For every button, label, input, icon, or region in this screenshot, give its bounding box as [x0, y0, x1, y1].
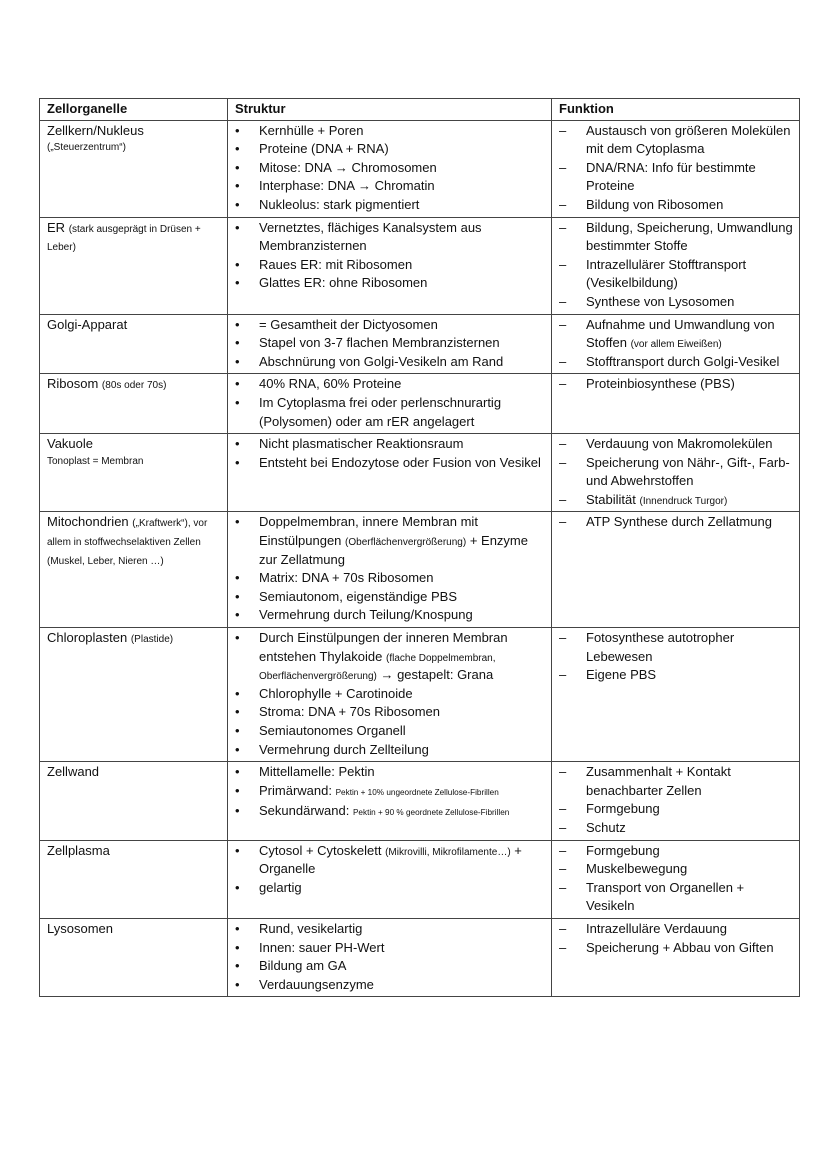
funktion-cell: [552, 434, 800, 512]
struktur-cell: [228, 918, 552, 996]
list-item: – Stofftransport durch Golgi-Vesikel: [559, 353, 793, 372]
list-item: – DNA/RNA: Info für bestimmte Proteine: [559, 159, 793, 196]
header-funktion: Funktion: [552, 99, 800, 121]
list-item: • Proteine (DNA + RNA): [235, 140, 545, 159]
list-item: – Fotosynthese autotropher Lebewesen: [559, 629, 793, 666]
list-item: – Zusammenhalt + Kontakt benachbarter Zellen: [559, 763, 793, 800]
organelle-note: Tonoplast = Membran: [47, 455, 144, 467]
list-item: • Innen: sauer PH-Wert: [235, 939, 545, 958]
organelle-name: Chloroplasten: [47, 630, 128, 646]
list-item: – Transport von Organellen + Vesikeln: [559, 879, 793, 916]
list-item: • Rund, vesikelartig: [235, 920, 545, 939]
organelle-name: ER: [47, 219, 66, 235]
list-item-text-end: + Enzyme zur Zellatmung: [259, 533, 528, 567]
organelle-name: Ribosom: [47, 376, 99, 392]
list-item: • Verdauungsenzyme: [235, 976, 545, 995]
funktion-cell: [552, 120, 800, 217]
funktion-cell: [552, 628, 800, 762]
organelle-name: Lysosomen: [47, 920, 113, 936]
list-item: – Eigene PBS: [559, 666, 793, 685]
list-item: • Matrix: DNA + 70s Ribosomen: [235, 569, 545, 588]
list-item: – Proteinbiosynthese (PBS): [559, 375, 793, 394]
header-row: [40, 99, 800, 121]
organelle-cell: [40, 374, 228, 434]
list-item-note: (vor allem Eiweißen): [630, 339, 722, 351]
list-item: – Muskelbewegung: [559, 860, 793, 879]
list-item: • 40% RNA, 60% Proteine: [235, 375, 545, 394]
organelle-cell: [40, 762, 228, 840]
list-item: – Verdauung von Makromolekülen: [559, 435, 793, 454]
struktur-cell: [228, 217, 552, 314]
list-item: • Bildung am GA: [235, 957, 545, 976]
list-item: • Vernetztes, flächiges Kanalsystem aus Membranzisternen: [235, 219, 545, 256]
table-row-vakuole: [40, 434, 800, 512]
list-item-text: Durch Einstülpungen der inneren Membran entstehen Thylakoide: [259, 630, 508, 664]
table-row-zellplasma: [40, 840, 800, 918]
list-item: [559, 491, 793, 510]
list-item: – Schutz: [559, 819, 793, 838]
organelle-note: („Steuerzentrum“): [47, 142, 126, 154]
funktion-cell: [552, 840, 800, 918]
list-item: • Kernhülle + Poren: [235, 122, 545, 141]
list-item: – Speicherung + Abbau von Giften: [559, 939, 793, 958]
funktion-cell: [552, 512, 800, 628]
list-item: – Formgebung: [559, 800, 793, 819]
list-item-note: Pektin + 10% ungeordnete Zellulose-Fibrillen: [335, 787, 499, 797]
list-item: • Vermehrung durch Teilung/Knospung: [235, 606, 545, 625]
list-item: • Chlorophylle + Carotinoide: [235, 685, 545, 704]
list-item: – Austausch von größeren Molekülen mit dem Cytoplasma: [559, 122, 793, 159]
organelle-cell: [40, 628, 228, 762]
list-item: [235, 802, 545, 823]
list-item: • Vermehrung durch Zellteilung: [235, 741, 545, 760]
list-item: • = Gesamtheit der Dictyosomen: [235, 316, 545, 335]
struktur-cell: [228, 374, 552, 434]
list-item-text: Aufnahme und Umwandlung von Stoffen: [586, 316, 775, 351]
header-zellorganelle: Zellorganelle: [40, 99, 228, 121]
list-item: • Raues ER: mit Ribosomen: [235, 256, 545, 275]
struktur-cell: [228, 840, 552, 918]
organelle-note: (stark ausgeprägt in Drüsen + Leber): [47, 223, 201, 254]
struktur-cell: [228, 628, 552, 762]
organelle-name: Zellplasma: [47, 842, 110, 858]
list-item: • Mittellamelle: Pektin: [235, 763, 545, 782]
list-item: – Intrazellulärer Stofftransport (Vesikelbildung): [559, 256, 793, 293]
list-item: – Bildung von Ribosomen: [559, 196, 793, 215]
list-item-text-end: → gestapelt: Grana: [380, 667, 494, 683]
organelle-name: Golgi-Apparat: [47, 316, 128, 332]
list-item: – Speicherung von Nähr-, Gift-, Farb- und Abwehrstoffen: [559, 454, 793, 491]
organelle-cell: [40, 120, 228, 217]
organelle-cell: [40, 918, 228, 996]
organelle-note: (80s oder 70s): [101, 380, 167, 392]
list-item: [235, 513, 545, 569]
list-item: – Synthese von Lysosomen: [559, 293, 793, 312]
list-item: • Glattes ER: ohne Ribosomen: [235, 274, 545, 293]
header-struktur: Struktur: [228, 99, 552, 121]
list-item: • Entsteht bei Endozytose oder Fusion von Vesikel: [235, 454, 545, 473]
organelle-table: [39, 98, 800, 997]
funktion-cell: [552, 374, 800, 434]
organelle-cell: [40, 434, 228, 512]
list-item: • Semiautonom, eigenständige PBS: [235, 588, 545, 607]
list-item: • Im Cytoplasma frei oder perlenschnurartig (Polysomen) oder am rER angelagert: [235, 394, 545, 431]
organelle-cell: [40, 840, 228, 918]
list-item: • Mitose: DNA → Chromosomen: [235, 159, 545, 178]
list-item: – Intrazelluläre Verdauung: [559, 920, 793, 939]
list-item: [235, 629, 545, 685]
organelle-name: Vakuole: [47, 436, 94, 452]
table-row-zellkern: [40, 120, 800, 217]
list-item: – ATP Synthese durch Zellatmung: [559, 513, 793, 532]
table-row-ribosom: [40, 374, 800, 434]
list-item: • Interphase: DNA → Chromatin: [235, 177, 545, 196]
funktion-cell: [552, 918, 800, 996]
organelle-note: („Kraftwerk“), vor allem in stoffwechselaktiven Zellen (Muskel, Leber, Nieren …): [47, 518, 208, 567]
list-item-note: (Oberflächenvergrößerung): [345, 537, 467, 549]
organelle-name: Mitochondrien: [47, 514, 129, 530]
list-item-text-end: + Organelle: [259, 842, 522, 877]
organelle-cell: [40, 314, 228, 374]
list-item: • Stapel von 3-7 flachen Membranzisternen: [235, 334, 545, 353]
list-item: – Formgebung: [559, 842, 793, 861]
funktion-cell: [552, 314, 800, 374]
organelle-note: (Plastide): [130, 634, 174, 646]
list-item: [235, 782, 545, 803]
organelle-cell: [40, 217, 228, 314]
list-item-note: Pektin + 90 % geordnete Zellulose-Fibrillen: [352, 808, 510, 818]
organelle-name: Zellwand: [47, 764, 100, 780]
list-item-note: (Mikrovilli, Mikrofilamente…): [385, 846, 511, 858]
list-item-note: (flache Doppelmembran, Oberflächenvergrößerung): [259, 652, 496, 683]
funktion-cell: [552, 762, 800, 840]
table-row-lysosomen: [40, 918, 800, 996]
funktion-cell: [552, 217, 800, 314]
struktur-cell: [228, 512, 552, 628]
list-item-text: Primärwand:: [259, 782, 332, 798]
table-row-golgi: [40, 314, 800, 374]
organelle-name: Zellkern/Nukleus: [47, 122, 144, 138]
table-row-er: [40, 217, 800, 314]
list-item: • Nukleolus: stark pigmentiert: [235, 196, 545, 215]
list-item-text: Sekundärwand:: [259, 803, 350, 819]
list-item: [235, 842, 545, 879]
list-item: • gelartig: [235, 879, 545, 898]
list-item-text: Cytosol + Cytoskelett: [259, 842, 382, 858]
list-item: [559, 316, 793, 353]
list-item: • Nicht plasmatischer Reaktionsraum: [235, 435, 545, 454]
struktur-cell: [228, 120, 552, 217]
list-item-note: (Innendruck Turgor): [639, 495, 728, 507]
list-item-text: Doppelmembran, innere Membran mit Einstülpungen: [259, 514, 478, 549]
table-row-chloroplasten: [40, 628, 800, 762]
organelle-cell: [40, 512, 228, 628]
struktur-cell: [228, 762, 552, 840]
struktur-cell: [228, 434, 552, 512]
table-row-mitochondrien: [40, 512, 800, 628]
table-row-zellwand: [40, 762, 800, 840]
list-item: • Abschnürung von Golgi-Vesikeln am Rand: [235, 353, 545, 372]
list-item: – Bildung, Speicherung, Umwandlung bestimmter Stoffe: [559, 219, 793, 256]
list-item: • Stroma: DNA + 70s Ribosomen: [235, 703, 545, 722]
list-item: • Semiautonomes Organell: [235, 722, 545, 741]
list-item-text: Stabilität: [586, 491, 636, 507]
struktur-cell: [228, 314, 552, 374]
